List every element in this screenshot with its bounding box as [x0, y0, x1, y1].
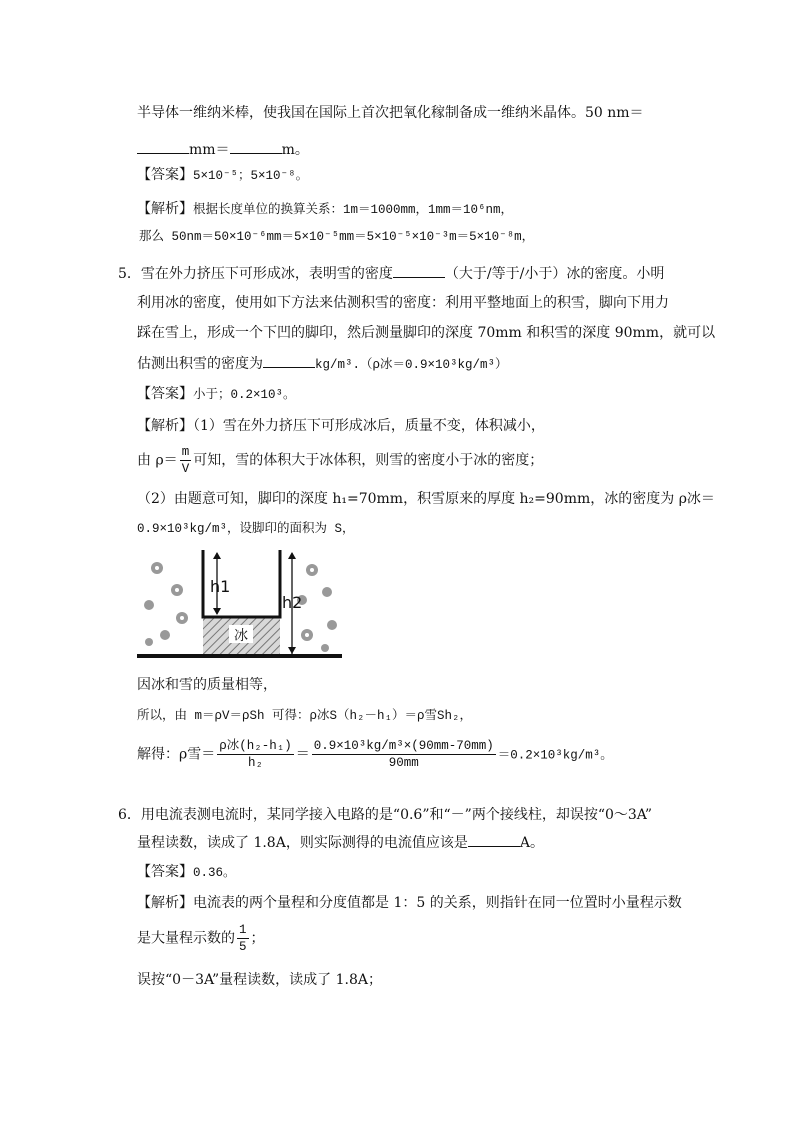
- density-fraction: [180, 444, 192, 477]
- fraction-numerator: ρ冰(h₂-h₁): [219, 739, 292, 753]
- question-text: 估测出积雪的密度为: [137, 356, 263, 372]
- fraction-denominator: h₂: [247, 756, 263, 770]
- q5-analysis-5: 因冰和雪的质量相等，: [137, 677, 277, 693]
- question-text: A。: [519, 835, 544, 851]
- one-fifth-fraction: [237, 922, 249, 955]
- q6-line-2: [137, 832, 544, 853]
- intro-line-2: [137, 139, 309, 160]
- solution-fraction-1: [217, 738, 294, 771]
- q5-line-3: 踩在雪上，形成一个下凹的脚印，然后测量脚印的深度 70mm 和积雪的深度 90mm，就可以: [137, 325, 716, 341]
- q5-answer: [137, 384, 296, 405]
- q5-analysis-6: 所以，由 m＝ρV＝ρSh 可得：ρ冰S（h₂－h₁）＝ρ雪Sh₂，: [137, 709, 473, 723]
- q5-line-4: [137, 353, 508, 375]
- q6-answer: [137, 862, 236, 883]
- question-number: 5．: [118, 266, 141, 282]
- formula-prefix: 解得：ρ雪＝: [137, 746, 216, 763]
- q5-analysis-3: （2）由题意可知，脚印的深度 h₁=70mm，积雪原来的厚度 h₂=90mm，冰的密度为 ρ冰＝: [137, 491, 715, 507]
- h2-label: h2: [282, 593, 303, 612]
- analysis-text: ；: [250, 930, 265, 947]
- analysis-text: 根据长度单位的换算关系：1m＝1000mm，1mm＝10⁶nm，: [193, 203, 514, 217]
- solution-fraction-2: [312, 738, 496, 771]
- answer-blank: [263, 353, 315, 368]
- question-text: 用电流表测电流时，某同学接入电路的是“0.6”和“－”两个接线柱，却误按“0～3A”: [140, 807, 652, 823]
- q5-line-1: [118, 263, 664, 284]
- analysis-label: 【解析】: [137, 895, 193, 911]
- analysis-text: 是大量程示数的: [137, 930, 235, 947]
- fraction-denominator: V: [181, 462, 190, 476]
- intro-line-1: 半导体一维纳米棒，使我国在国际上首次把氧化稼制备成一维纳米晶体。50 nm＝: [137, 105, 644, 121]
- formula-prefix: 由 ρ＝: [137, 452, 178, 469]
- question-text: 量程读数，读成了 1.8A，则实际测得的电流值应该是: [137, 835, 468, 851]
- q5-analysis-2: [137, 444, 543, 477]
- fraction-numerator: 0.9×10³kg/m³×(90mm-70mm): [313, 739, 494, 753]
- answer-text: 5×10⁻⁵；5×10⁻⁸。: [193, 169, 309, 183]
- q5-analysis-4: 0.9×10³kg/m³，设脚印的面积为 S，: [137, 522, 355, 536]
- answer-label: 【答案】: [137, 167, 193, 183]
- h1-label: h1: [210, 577, 231, 596]
- analysis-text: （1）雪在外力挤压下可形成冰后，质量不变，体积减小，: [193, 418, 545, 434]
- analysis-text: 电流表的两个量程和分度值都是 1：5 的关系，则指针在同一位置时小量程示数: [193, 895, 682, 911]
- question-text: kg/m³.（ρ冰＝0.9×10³kg/m³）: [315, 358, 508, 372]
- q5-line-2: 利用冰的密度，使用如下方法来估测积雪的密度：利用平整地面上的积雪，脚向下用力: [137, 295, 669, 311]
- fraction-numerator: 1: [239, 923, 247, 937]
- analysis-text: 可知，雪的体积大于冰体积，则雪的密度小于冰的密度；: [193, 452, 544, 469]
- solution-result: ＝0.2×10³kg/m³。: [497, 748, 613, 763]
- q4-analysis-line-2: 那么 50nm＝50×10⁻⁶mm＝5×10⁻⁵mm＝5×10⁻⁵×10⁻³m＝5×10⁻⁸m，: [139, 230, 535, 244]
- fraction-numerator: m: [181, 445, 190, 459]
- fraction-denominator: 5: [239, 940, 247, 954]
- q4-answer: [137, 165, 308, 186]
- answer-blank: [137, 139, 189, 154]
- answer-label: 【答案】: [137, 386, 193, 402]
- unit-text: mm＝: [189, 142, 230, 158]
- question-text: （大于/等于/小于）冰的密度。小明: [444, 266, 665, 282]
- answer-label: 【答案】: [137, 864, 193, 880]
- answer-text: 0.36。: [193, 866, 236, 880]
- answer-blank: [393, 263, 445, 278]
- analysis-label: 【解析】: [137, 201, 193, 217]
- answer-blank: [230, 139, 282, 154]
- q5-solution: [137, 738, 613, 771]
- snow-footprint-diagram: [137, 550, 342, 665]
- unit-text: m。: [281, 142, 309, 158]
- question-text: 雪在外力挤压下可形成冰，表明雪的密度: [140, 266, 393, 282]
- q6-line-1: [118, 805, 652, 825]
- q4-analysis: [137, 199, 513, 220]
- fraction-denominator: 90mm: [388, 756, 419, 770]
- q6-analysis-3: 误按“0－3A”量程读数，读成了 1.8A；: [137, 972, 383, 988]
- q6-analysis-1: [137, 893, 682, 913]
- equals-sign: ＝: [295, 746, 310, 763]
- ice-label: 冰: [234, 628, 248, 644]
- question-number: 6．: [118, 807, 141, 823]
- analysis-label: 【解析】: [137, 418, 193, 434]
- answer-blank: [468, 832, 520, 847]
- q6-analysis-2: [137, 922, 265, 955]
- answer-text: 小于；0.2×10³。: [193, 388, 296, 402]
- q5-analysis-1: [137, 416, 545, 436]
